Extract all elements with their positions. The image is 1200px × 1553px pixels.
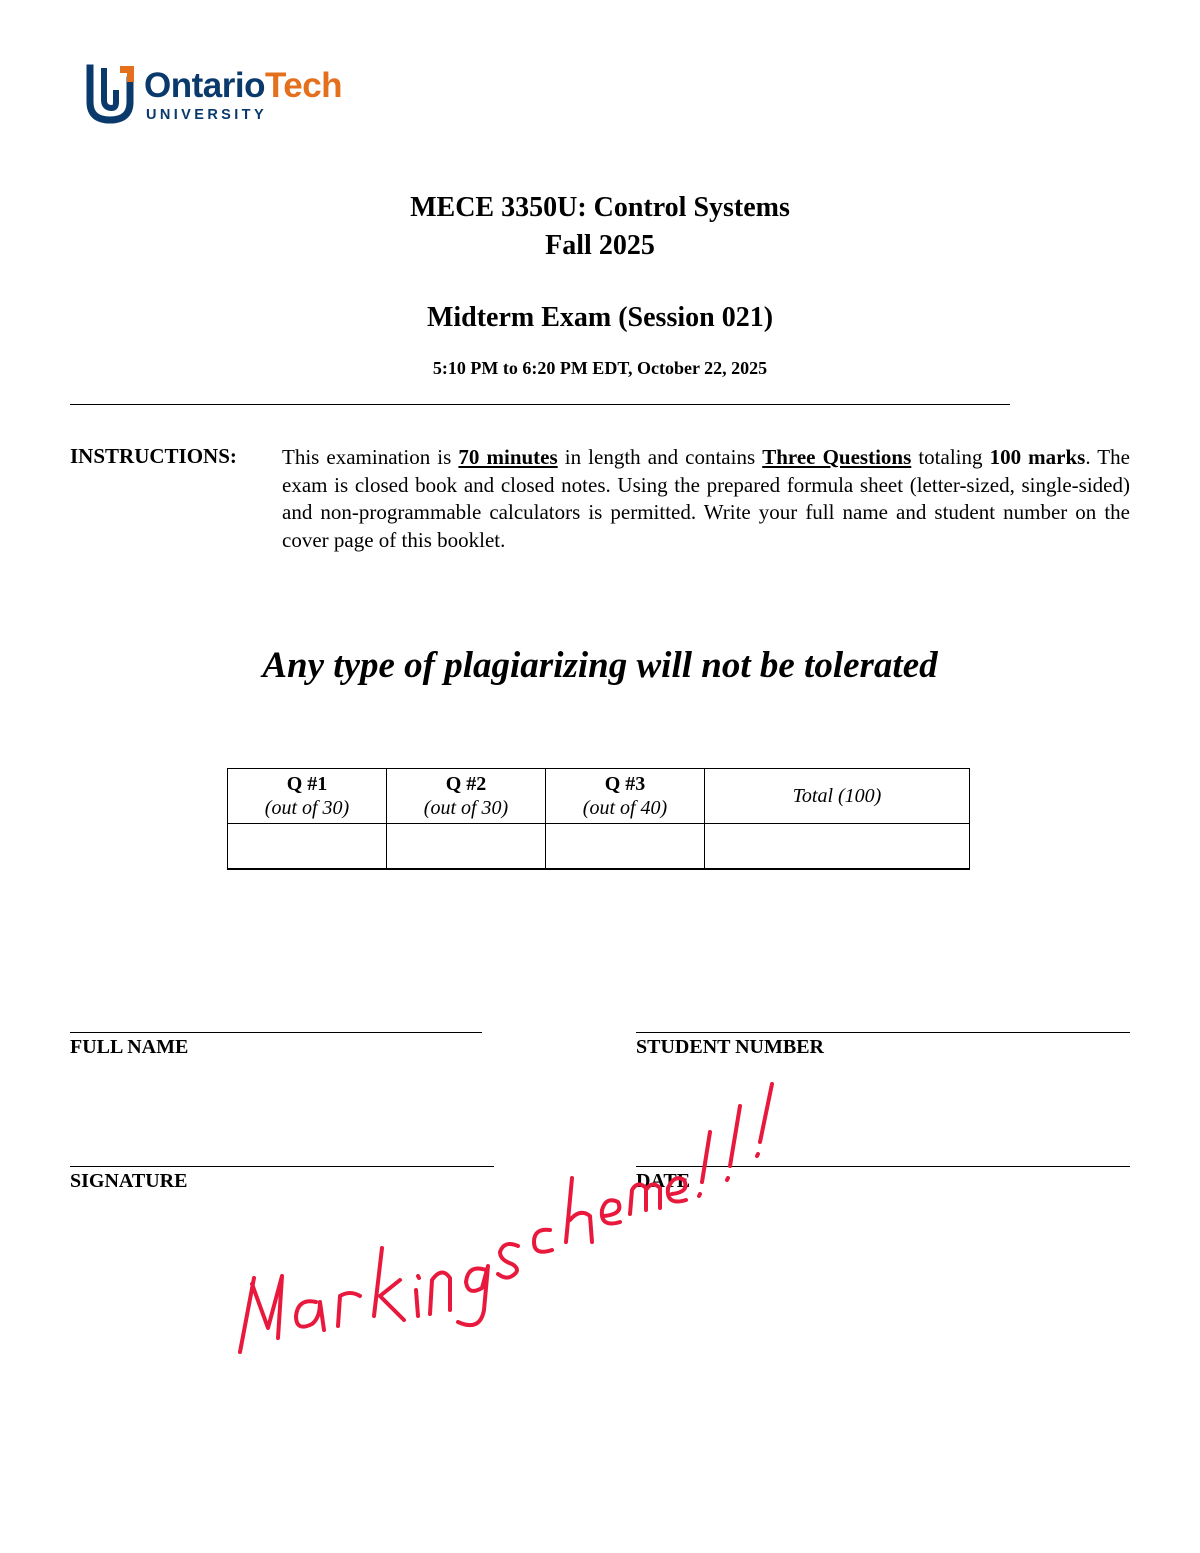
logo-subtitle: UNIVERSITY (146, 107, 268, 123)
student-number-line[interactable] (636, 1032, 1130, 1033)
q3-score-cell[interactable] (546, 824, 705, 870)
ontario-tech-logo (86, 62, 366, 126)
course-title: MECE 3350U: Control Systems (410, 192, 790, 223)
q3-header (546, 769, 705, 824)
student-number-label: STUDENT NUMBER (636, 1036, 824, 1058)
instructions-text-1: This examination is (282, 445, 459, 469)
score-table (227, 768, 970, 870)
full-name-line[interactable] (70, 1032, 482, 1033)
q2-score-cell[interactable] (387, 824, 546, 870)
header-divider (70, 404, 1010, 405)
instructions-text-4: . The exam is closed book and closed notes. Using the prepared formula sheet (letter-sized, single-sided) and non-programmable calculators is permitted. Write your full name and student number on the cover page of this booklet. (282, 445, 1130, 552)
instructions-label: INSTRUCTIONS: (70, 444, 237, 468)
exam-title: Midterm Exam (Session 021) (426, 302, 774, 333)
q3-label: Q #3 (604, 773, 646, 795)
q1-label: Q #1 (286, 773, 328, 795)
q1-max: (out of 30) (264, 797, 350, 819)
total-score-cell[interactable] (705, 824, 970, 870)
instructions-text-3: totaling (911, 445, 990, 469)
logo-wordmark-tech: Tech (264, 66, 343, 105)
total-label: Total (100) (792, 785, 882, 807)
signature-label: SIGNATURE (70, 1170, 188, 1192)
q1-score-cell[interactable] (228, 824, 387, 870)
q2-header (387, 769, 546, 824)
date-label: DATE (636, 1170, 691, 1192)
term-title: Fall 2025 (545, 230, 655, 261)
score-table-header-row (228, 769, 970, 824)
logo-mark-icon (86, 64, 136, 124)
q3-max: (out of 40) (582, 797, 668, 819)
full-name-label: FULL NAME (70, 1036, 189, 1058)
instructions-total-marks: 100 marks (989, 445, 1086, 469)
q2-max: (out of 30) (423, 797, 509, 819)
instructions-duration: 70 minutes (458, 445, 558, 469)
instructions-text (282, 444, 1130, 554)
exam-time: 5:10 PM to 6:20 PM EDT, October 22, 2025 (432, 358, 768, 378)
logo-wordmark (144, 66, 342, 106)
instructions-question-count: Three Questions (762, 445, 912, 469)
q1-header (228, 769, 387, 824)
marking-scheme-annotation (228, 1070, 808, 1370)
q2-label: Q #2 (445, 773, 487, 795)
total-header (705, 769, 970, 824)
instructions-text-2: in length and contains (557, 445, 763, 469)
score-entry-row (228, 824, 970, 870)
plagiarism-warning: Any type of plagiarizing will not be tolerated (262, 645, 938, 686)
logo-wordmark-ontario: Ontario (144, 66, 265, 105)
